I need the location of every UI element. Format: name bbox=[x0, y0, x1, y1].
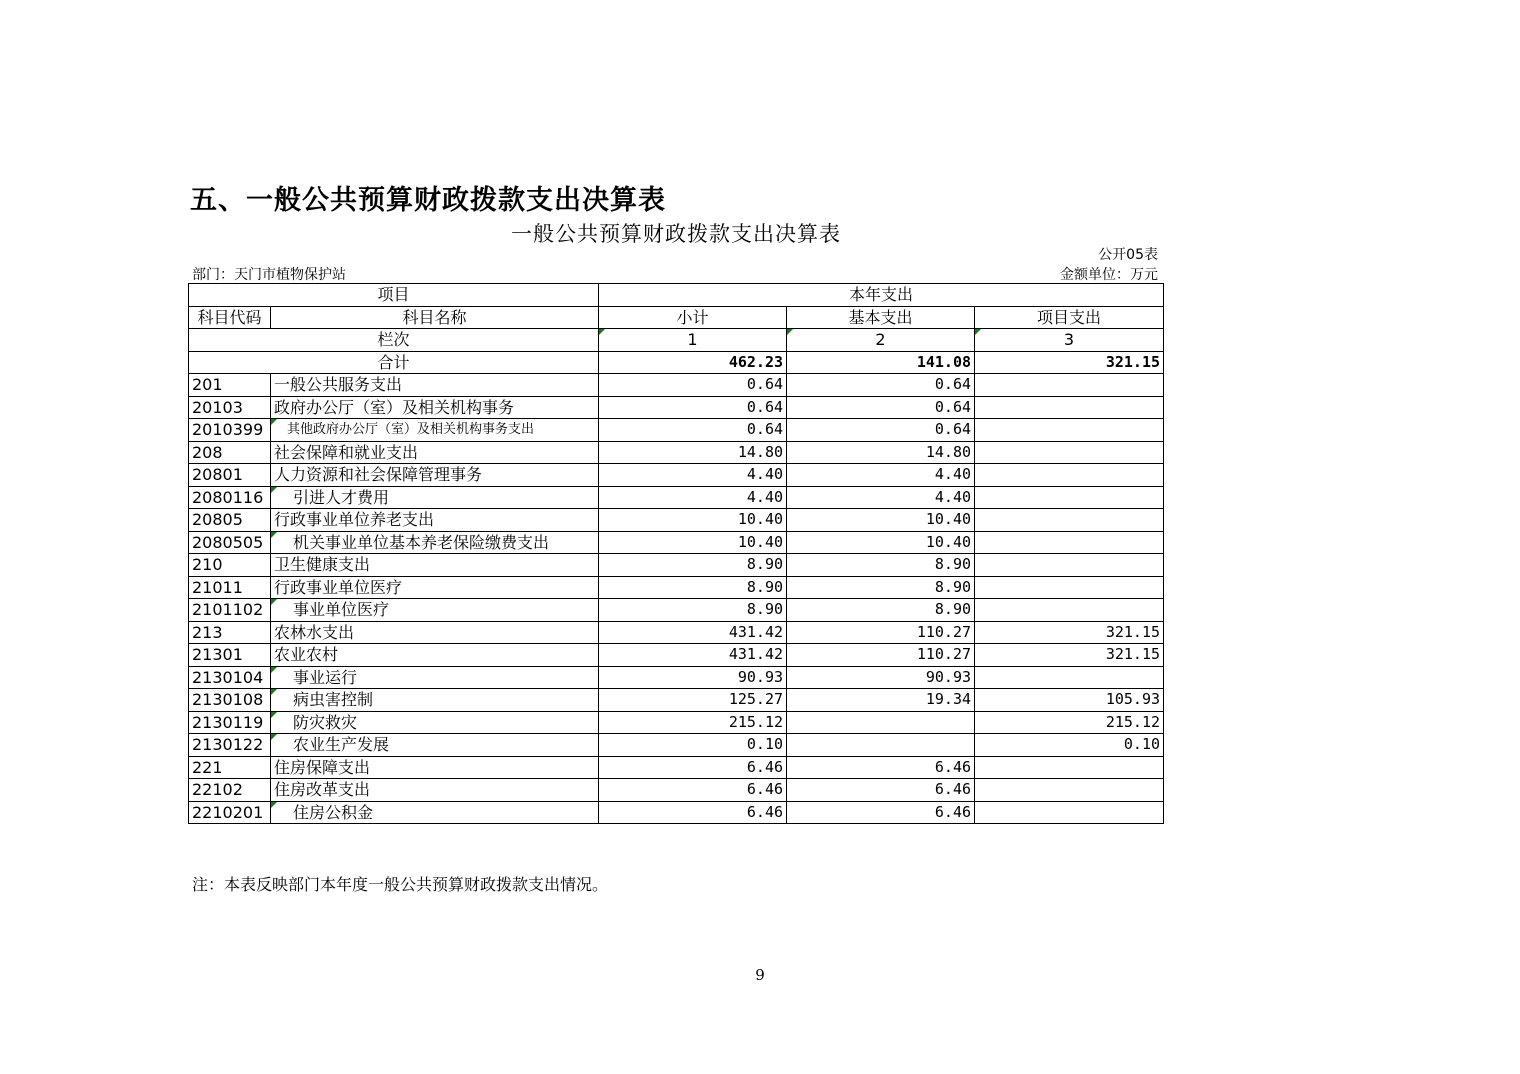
row-basic: 110.27 bbox=[787, 644, 975, 667]
row-project bbox=[975, 756, 1164, 779]
row-project bbox=[975, 419, 1164, 442]
row-name: 社会保障和就业支出 bbox=[271, 441, 599, 464]
row-name: 引进人才费用 bbox=[271, 486, 599, 509]
row-project: 321.15 bbox=[975, 644, 1164, 667]
row-code: 2210201 bbox=[189, 801, 271, 824]
row-project: 321.15 bbox=[975, 621, 1164, 644]
row-subtotal: 14.80 bbox=[599, 441, 787, 464]
row-code: 210 bbox=[189, 554, 271, 577]
total-basic: 141.08 bbox=[787, 351, 975, 374]
row-code: 221 bbox=[189, 756, 271, 779]
row-basic: 8.90 bbox=[787, 599, 975, 622]
row-name: 农业农村 bbox=[271, 644, 599, 667]
total-subtotal: 462.23 bbox=[599, 351, 787, 374]
row-project bbox=[975, 779, 1164, 802]
header-expense-group: 本年支出 bbox=[599, 284, 1164, 307]
row-name: 其他政府办公厅（室）及相关机构事务支出 bbox=[271, 419, 599, 442]
row-subtotal: 431.42 bbox=[599, 621, 787, 644]
table-row bbox=[189, 374, 1164, 397]
row-subtotal: 0.64 bbox=[599, 419, 787, 442]
row-basic: 8.90 bbox=[787, 576, 975, 599]
row-subtotal: 90.93 bbox=[599, 666, 787, 689]
row-code: 2010399 bbox=[189, 419, 271, 442]
row-project bbox=[975, 666, 1164, 689]
row-basic: 6.46 bbox=[787, 801, 975, 824]
row-code: 21011 bbox=[189, 576, 271, 599]
row-project bbox=[975, 374, 1164, 397]
table-code: 公开05表 bbox=[1098, 247, 1158, 263]
row-code: 2130119 bbox=[189, 711, 271, 734]
table-row bbox=[189, 666, 1164, 689]
row-name: 人力资源和社会保障管理事务 bbox=[271, 464, 599, 487]
row-code: 22102 bbox=[189, 779, 271, 802]
row-project: 0.10 bbox=[975, 734, 1164, 757]
page-number: 9 bbox=[755, 966, 765, 984]
row-code: 2080116 bbox=[189, 486, 271, 509]
row-name: 住房改革支出 bbox=[271, 779, 599, 802]
row-project bbox=[975, 554, 1164, 577]
row-project bbox=[975, 531, 1164, 554]
total-row bbox=[189, 351, 1164, 374]
row-code: 208 bbox=[189, 441, 271, 464]
row-subtotal: 6.46 bbox=[599, 779, 787, 802]
header-subtotal: 小计 bbox=[599, 306, 787, 329]
row-name: 一般公共服务支出 bbox=[271, 374, 599, 397]
row-subtotal: 0.64 bbox=[599, 396, 787, 419]
row-project bbox=[975, 441, 1164, 464]
row-subtotal: 4.40 bbox=[599, 464, 787, 487]
row-project bbox=[975, 396, 1164, 419]
header-columns-row bbox=[189, 306, 1164, 329]
table-row bbox=[189, 486, 1164, 509]
table-title: 一般公共预算财政拨款支出决算表 bbox=[511, 222, 841, 246]
header-group-row bbox=[189, 284, 1164, 307]
expenditure-table bbox=[188, 283, 1164, 824]
row-name: 行政事业单位养老支出 bbox=[271, 509, 599, 532]
row-basic: 10.40 bbox=[787, 509, 975, 532]
row-basic: 0.64 bbox=[787, 374, 975, 397]
row-basic: 4.40 bbox=[787, 464, 975, 487]
row-code: 2080505 bbox=[189, 531, 271, 554]
table-row bbox=[189, 689, 1164, 712]
order-1: 1 bbox=[599, 329, 787, 352]
header-code: 科目代码 bbox=[189, 306, 271, 329]
table-row bbox=[189, 621, 1164, 644]
table-row bbox=[189, 419, 1164, 442]
row-name: 机关事业单位基本养老保险缴费支出 bbox=[271, 531, 599, 554]
row-code: 201 bbox=[189, 374, 271, 397]
total-project: 321.15 bbox=[975, 351, 1164, 374]
row-subtotal: 0.64 bbox=[599, 374, 787, 397]
order-2: 2 bbox=[787, 329, 975, 352]
row-name: 事业单位医疗 bbox=[271, 599, 599, 622]
row-subtotal: 6.46 bbox=[599, 756, 787, 779]
row-basic: 19.34 bbox=[787, 689, 975, 712]
table-row bbox=[189, 711, 1164, 734]
row-code: 20805 bbox=[189, 509, 271, 532]
table-row bbox=[189, 441, 1164, 464]
row-code: 213 bbox=[189, 621, 271, 644]
table-row bbox=[189, 464, 1164, 487]
table-row bbox=[189, 779, 1164, 802]
row-name: 病虫害控制 bbox=[271, 689, 599, 712]
row-subtotal: 10.40 bbox=[599, 531, 787, 554]
row-subtotal: 8.90 bbox=[599, 576, 787, 599]
row-project bbox=[975, 801, 1164, 824]
header-name: 科目名称 bbox=[271, 306, 599, 329]
row-code: 21301 bbox=[189, 644, 271, 667]
page-heading: 五、一般公共预算财政拨款支出决算表 bbox=[190, 185, 666, 216]
row-subtotal: 10.40 bbox=[599, 509, 787, 532]
table-row bbox=[189, 756, 1164, 779]
row-basic: 6.46 bbox=[787, 779, 975, 802]
table-row bbox=[189, 599, 1164, 622]
header-basic: 基本支出 bbox=[787, 306, 975, 329]
row-project bbox=[975, 464, 1164, 487]
table-row bbox=[189, 554, 1164, 577]
row-name: 事业运行 bbox=[271, 666, 599, 689]
row-project bbox=[975, 599, 1164, 622]
total-label: 合计 bbox=[189, 351, 599, 374]
row-basic: 110.27 bbox=[787, 621, 975, 644]
row-code: 20103 bbox=[189, 396, 271, 419]
row-project: 105.93 bbox=[975, 689, 1164, 712]
row-name: 住房保障支出 bbox=[271, 756, 599, 779]
row-basic: 6.46 bbox=[787, 756, 975, 779]
row-basic: 8.90 bbox=[787, 554, 975, 577]
row-subtotal: 8.90 bbox=[599, 554, 787, 577]
row-basic bbox=[787, 711, 975, 734]
footnote: 注：本表反映部门本年度一般公共预算财政拨款支出情况。 bbox=[192, 875, 609, 894]
header-item-group: 项目 bbox=[189, 284, 599, 307]
row-name: 行政事业单位医疗 bbox=[271, 576, 599, 599]
row-name: 住房公积金 bbox=[271, 801, 599, 824]
row-subtotal: 8.90 bbox=[599, 599, 787, 622]
row-name: 农林水支出 bbox=[271, 621, 599, 644]
row-subtotal: 6.46 bbox=[599, 801, 787, 824]
row-project bbox=[975, 576, 1164, 599]
row-code: 2130122 bbox=[189, 734, 271, 757]
row-subtotal: 0.10 bbox=[599, 734, 787, 757]
table-row bbox=[189, 576, 1164, 599]
row-code: 2101102 bbox=[189, 599, 271, 622]
row-project bbox=[975, 509, 1164, 532]
table-row bbox=[189, 644, 1164, 667]
table-row bbox=[189, 734, 1164, 757]
row-basic: 14.80 bbox=[787, 441, 975, 464]
row-name: 防灾救灾 bbox=[271, 711, 599, 734]
row-code: 20801 bbox=[189, 464, 271, 487]
row-basic: 0.64 bbox=[787, 419, 975, 442]
row-subtotal: 4.40 bbox=[599, 486, 787, 509]
row-basic bbox=[787, 734, 975, 757]
row-project: 215.12 bbox=[975, 711, 1164, 734]
row-basic: 90.93 bbox=[787, 666, 975, 689]
row-name: 政府办公厅（室）及相关机构事务 bbox=[271, 396, 599, 419]
row-project bbox=[975, 486, 1164, 509]
row-basic: 0.64 bbox=[787, 396, 975, 419]
order-label: 栏次 bbox=[189, 329, 599, 352]
table-row bbox=[189, 801, 1164, 824]
header-project: 项目支出 bbox=[975, 306, 1164, 329]
row-name: 卫生健康支出 bbox=[271, 554, 599, 577]
row-code: 2130108 bbox=[189, 689, 271, 712]
row-basic: 10.40 bbox=[787, 531, 975, 554]
table-row bbox=[189, 531, 1164, 554]
row-subtotal: 431.42 bbox=[599, 644, 787, 667]
table-row bbox=[189, 509, 1164, 532]
row-subtotal: 125.27 bbox=[599, 689, 787, 712]
unit-label: 金额单位：万元 bbox=[1060, 267, 1158, 283]
column-order-row bbox=[189, 329, 1164, 352]
row-name: 农业生产发展 bbox=[271, 734, 599, 757]
row-code: 2130104 bbox=[189, 666, 271, 689]
department-label: 部门：天门市植物保护站 bbox=[192, 267, 346, 283]
table-row bbox=[189, 396, 1164, 419]
row-basic: 4.40 bbox=[787, 486, 975, 509]
order-3: 3 bbox=[975, 329, 1164, 352]
row-subtotal: 215.12 bbox=[599, 711, 787, 734]
